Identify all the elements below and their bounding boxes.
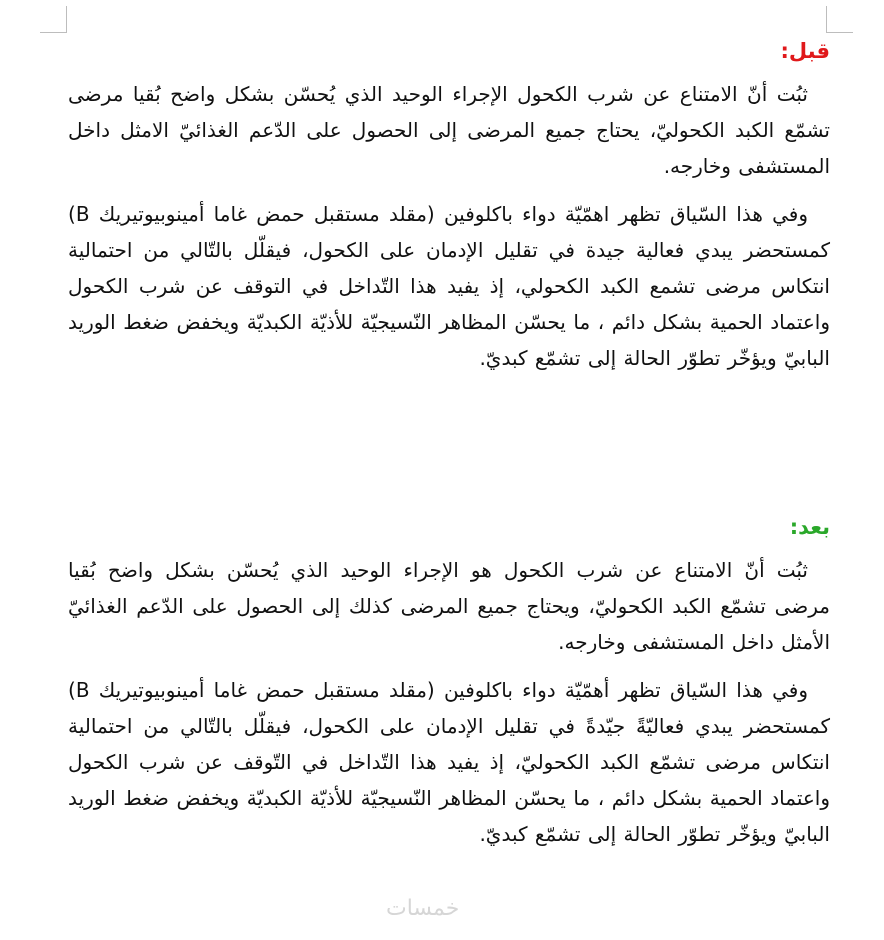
crop-mark-top-right <box>826 6 853 33</box>
before-paragraph-2: وفي هذا السّياق تظهر اهمّيّة دواء باكلوفين (مقلد مستقبل حمض غاما أمينوبيوتيريك B) كمستحضر يبدي فعالية جيدة في تقليل الإدمان على الكحول، فيقلّل بالتّالي من احتمالية انتكاس مرضى تشمع الكبد الكحولي، إذ يفيد هذا التّداخل في التوقف عن شرب الكحول واعتماد الحمية بشكل دائم ، ما يحسّن المظاهر النّسيجيّة للأذيّة الكبديّة ويخفض ضغط الوريد البابيّ ويؤخّر تطوّر الحالة إلى تشمّع كبديّ. <box>68 202 830 370</box>
after-section <box>68 510 830 864</box>
after-paragraph-1: ثبُت أنّ الامتناع عن شرب الكحول هو الإجراء الوحيد الذي يُحسّن بشكل واضح بُقيا مرضى تشمّع الكبد الكحوليّ، ويحتاج جميع المرضى كذلك إلى الحصول على الدّعم الغذائيّ الأمثل داخل المستشفى وخارجه. <box>68 558 830 654</box>
after-heading: بعد: <box>789 515 830 539</box>
before-paragraph-1: ثبُت أنّ الامتناع عن شرب الكحول الإجراء الوحيد الذي يُحسّن بشكل واضح بُقيا مرضى تشمّع الكبد الكحوليّ، يحتاج جميع المرضى إلى الحصول على الدّعم الغذائيّ الامثل داخل المستشفى وخارجه. <box>68 82 830 178</box>
before-section <box>68 34 830 388</box>
crop-mark-top-left <box>40 6 67 33</box>
before-heading: قبل: <box>780 39 830 63</box>
after-paragraph-2: وفي هذا السّياق تظهر أهمّيّة دواء باكلوفين (مقلد مستقبل حمض غاما أمينوبيوتيريك B) كمستحضر يبدي فعاليّةً جيّدةً في تقليل الإدمان على الكحول، فيقلّل بالتّالي من احتمالية انتكاس مرضى تشمّع الكبد الكحوليّ، إذ يفيد هذا التّداخل في التّوقف عن شرب الكحول واعتماد الحمية بشكل دائم ، ما يحسّن المظاهر النّسيجيّة للأذيّة الكبديّة ويخفض ضغط الوريد البابيّ ويؤخّر تطوّر الحالة إلى تشمّع كبديّ. <box>68 678 830 846</box>
watermark-logo: خمسات <box>386 896 460 921</box>
